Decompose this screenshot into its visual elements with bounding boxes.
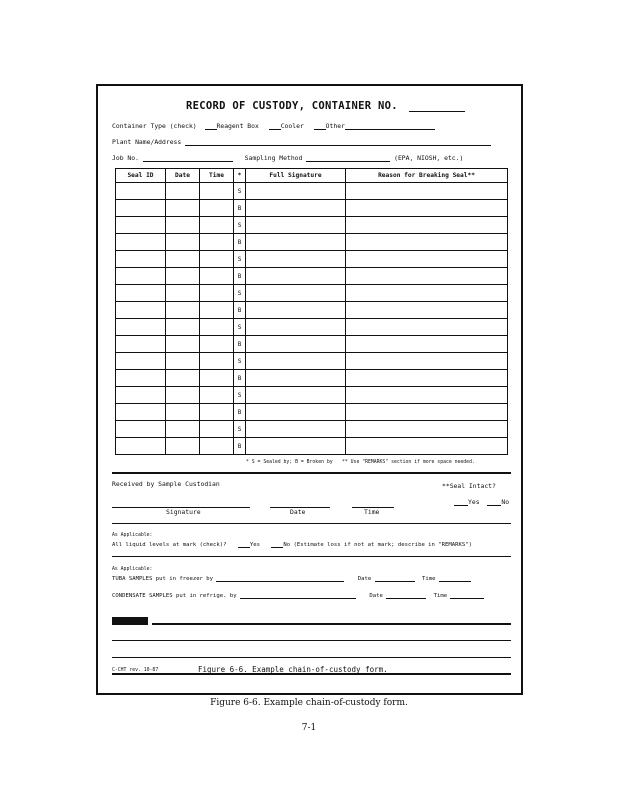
divider [112, 472, 511, 474]
date-cell[interactable] [166, 438, 200, 455]
other-label: Other [325, 122, 345, 130]
reason-cell[interactable] [346, 370, 508, 387]
seal-id-cell[interactable] [116, 251, 166, 268]
form-title [186, 100, 465, 112]
condensate-time-field[interactable] [450, 592, 484, 599]
form-code: C-CHT rev. 10-87 [112, 668, 159, 673]
signature-cell[interactable] [246, 319, 346, 336]
code-cell: S [234, 421, 246, 438]
other-check[interactable] [314, 122, 326, 130]
divider [112, 556, 511, 557]
code-cell: S [234, 387, 246, 404]
time-cell[interactable] [200, 234, 234, 251]
time-cell[interactable] [200, 302, 234, 319]
code-cell: B [234, 268, 246, 285]
date-caption: Date [290, 508, 306, 516]
table-row [116, 421, 508, 438]
code-cell: S [234, 319, 246, 336]
table-row [116, 404, 508, 421]
table-row [116, 200, 508, 217]
sampling-label: Sampling Method [244, 154, 303, 162]
liquid-no-check[interactable] [271, 541, 283, 548]
code-cell: B [234, 370, 246, 387]
time-cell[interactable] [200, 353, 234, 370]
signature-cell[interactable] [246, 370, 346, 387]
time-caption: Time [364, 508, 380, 516]
date-cell[interactable] [166, 285, 200, 302]
page-caption: Figure 6-6. Example chain-of-custody form. [210, 698, 408, 708]
legend-right: ** Use "REMARKS" section if more space needed. [342, 460, 475, 465]
date-cell[interactable] [166, 421, 200, 438]
col-signature: Full Signature [246, 169, 346, 183]
seal-id-cell[interactable] [116, 183, 166, 200]
date-cell[interactable] [166, 370, 200, 387]
form-title-text: RECORD OF CUSTODY, CONTAINER NO. [186, 100, 398, 112]
code-cell: B [234, 336, 246, 353]
seal-id-cell[interactable] [116, 302, 166, 319]
signature-cell[interactable] [246, 200, 346, 217]
seal-id-cell[interactable] [116, 387, 166, 404]
seal-no-check[interactable] [487, 498, 501, 506]
signature-cell[interactable] [246, 234, 346, 251]
table-row [116, 353, 508, 370]
signature-caption: Signature [166, 508, 201, 516]
seal-id-cell[interactable] [116, 200, 166, 217]
seal-id-cell[interactable] [116, 404, 166, 421]
table-row [116, 251, 508, 268]
reagent-box-label: Reagent Box [216, 122, 259, 130]
signature-cell[interactable] [246, 217, 346, 234]
condensate-time-label: Time [433, 593, 448, 599]
reason-cell[interactable] [346, 251, 508, 268]
table-row [116, 387, 508, 404]
col-date: Date [166, 169, 200, 183]
plant-label: Plant Name/Address [112, 138, 182, 146]
seal-id-cell[interactable] [116, 336, 166, 353]
date-cell[interactable] [166, 404, 200, 421]
signature-cell[interactable] [246, 353, 346, 370]
signature-cell[interactable] [246, 285, 346, 302]
table-row [116, 336, 508, 353]
job-field[interactable] [143, 154, 233, 162]
tuba-field[interactable] [216, 575, 344, 582]
reason-cell[interactable] [346, 404, 508, 421]
table-row [116, 183, 508, 200]
time-cell[interactable] [200, 285, 234, 302]
reason-cell[interactable] [346, 387, 508, 404]
liquid-yes-check[interactable] [238, 541, 250, 548]
table-header [116, 169, 508, 183]
table-row [116, 268, 508, 285]
date-cell[interactable] [166, 302, 200, 319]
remarks-bar [112, 617, 148, 625]
time-cell[interactable] [200, 217, 234, 234]
time-cell[interactable] [200, 183, 234, 200]
reason-cell[interactable] [346, 421, 508, 438]
liquid-label: All liquid levels at mark (check)? [112, 542, 227, 548]
remarks-line[interactable] [112, 640, 511, 641]
container-no-field[interactable] [409, 101, 465, 112]
applicable-label-1: As Applicable: [112, 533, 153, 538]
tuba-date-label: Date [357, 576, 372, 582]
condensate-date-label: Date [369, 593, 383, 599]
custody-form [96, 84, 523, 695]
time-cell[interactable] [200, 336, 234, 353]
date-cell[interactable] [166, 319, 200, 336]
seal-id-cell[interactable] [116, 285, 166, 302]
reason-cell[interactable] [346, 319, 508, 336]
signature-cell[interactable] [246, 404, 346, 421]
date-cell[interactable] [166, 234, 200, 251]
table-row [116, 217, 508, 234]
reason-cell[interactable] [346, 268, 508, 285]
applicable-label-2: As Applicable: [112, 567, 153, 572]
reason-cell[interactable] [346, 200, 508, 217]
code-cell: B [234, 438, 246, 455]
code-cell: S [234, 285, 246, 302]
signature-cell[interactable] [246, 421, 346, 438]
sampling-hint: (EPA, NIOSH, etc.) [394, 154, 464, 162]
code-cell: S [234, 183, 246, 200]
tuba-time-field[interactable] [439, 575, 471, 582]
reason-cell[interactable] [346, 217, 508, 234]
seal-intact-label: **Seal Intact? [442, 482, 496, 490]
seal-no-label: No [501, 498, 510, 506]
seal-id-cell[interactable] [116, 438, 166, 455]
table-row [116, 370, 508, 387]
reason-cell[interactable] [346, 353, 508, 370]
liquid-row [112, 541, 472, 548]
time-cell[interactable] [200, 387, 234, 404]
page-number: 7-1 [301, 723, 317, 733]
code-cell: B [234, 200, 246, 217]
condensate-date-field[interactable] [386, 592, 426, 599]
code-cell: S [234, 217, 246, 234]
other-field[interactable] [345, 122, 435, 130]
reason-cell[interactable] [346, 234, 508, 251]
time-cell[interactable] [200, 421, 234, 438]
tuba-date-field[interactable] [375, 575, 415, 582]
table-row [116, 234, 508, 251]
custody-table-body [116, 183, 508, 455]
seal-id-cell[interactable] [116, 268, 166, 285]
col-seal-id: Seal ID [116, 169, 166, 183]
sampling-field[interactable] [306, 154, 390, 162]
table-row [116, 285, 508, 302]
code-cell: S [234, 251, 246, 268]
col-reason: Reason for Breaking Seal** [346, 169, 508, 183]
time-cell[interactable] [200, 251, 234, 268]
time-cell[interactable] [200, 268, 234, 285]
reason-cell[interactable] [346, 438, 508, 455]
col-code: * [234, 169, 246, 183]
time-cell[interactable] [200, 438, 234, 455]
signature-cell[interactable] [246, 438, 346, 455]
reason-cell[interactable] [346, 302, 508, 319]
time-cell[interactable] [200, 404, 234, 421]
tuba-row [112, 575, 471, 582]
container-type-row [112, 122, 435, 130]
date-cell[interactable] [166, 251, 200, 268]
plant-row [112, 138, 491, 146]
seal-id-cell[interactable] [116, 353, 166, 370]
tuba-label: TUBA SAMPLES put in freezer by [112, 576, 214, 582]
plant-field[interactable] [185, 138, 491, 146]
date-cell[interactable] [166, 387, 200, 404]
reason-cell[interactable] [346, 336, 508, 353]
tuba-time-label: Time [422, 576, 436, 582]
cooler-check[interactable] [269, 122, 281, 130]
seal-id-cell[interactable] [116, 421, 166, 438]
signature-cell[interactable] [246, 183, 346, 200]
container-type-label: Container Type (check) [112, 122, 197, 130]
signature-cell[interactable] [246, 268, 346, 285]
custody-table [115, 168, 508, 455]
seal-id-cell[interactable] [116, 370, 166, 387]
date-cell[interactable] [166, 200, 200, 217]
legend-left: * S = Sealed by; B = Broken by [246, 460, 333, 465]
inner-caption: Figure 6-6. Example chain-of-custody form. [198, 665, 388, 674]
condensate-label: CONDENSATE SAMPLES put in refrige. by [112, 593, 237, 599]
seal-yes-label: Yes [468, 498, 480, 506]
seal-id-cell[interactable] [116, 234, 166, 251]
table-row [116, 319, 508, 336]
time-cell[interactable] [200, 200, 234, 217]
job-row [112, 154, 463, 162]
signature-cell[interactable] [246, 251, 346, 268]
liquid-no-label: No (Estimate loss if not at mark; describe in "REMARKS") [283, 542, 472, 548]
signature-cell[interactable] [246, 302, 346, 319]
reagent-box-check[interactable] [205, 122, 217, 130]
condensate-field[interactable] [240, 592, 356, 599]
reason-cell[interactable] [346, 183, 508, 200]
divider [112, 523, 511, 524]
signature-cell[interactable] [246, 336, 346, 353]
table-row [116, 438, 508, 455]
time-cell[interactable] [200, 370, 234, 387]
table-row [116, 302, 508, 319]
signature-cell[interactable] [246, 387, 346, 404]
seal-id-cell[interactable] [116, 319, 166, 336]
remarks-line[interactable] [152, 623, 511, 625]
date-cell[interactable] [166, 217, 200, 234]
reason-cell[interactable] [346, 285, 508, 302]
code-cell: B [234, 234, 246, 251]
job-label: Job No. [112, 154, 139, 162]
seal-yes-check[interactable] [454, 498, 468, 506]
yes-no-row [454, 498, 509, 506]
received-label: Received by Sample Custodian [112, 480, 220, 488]
condensate-row [112, 592, 484, 599]
col-time: Time [200, 169, 234, 183]
date-cell[interactable] [166, 336, 200, 353]
code-cell: B [234, 302, 246, 319]
code-cell: S [234, 353, 246, 370]
seal-id-cell[interactable] [116, 217, 166, 234]
code-cell: B [234, 404, 246, 421]
liquid-yes-label: Yes [249, 542, 260, 548]
remarks-line[interactable] [112, 657, 511, 658]
time-cell[interactable] [200, 319, 234, 336]
date-cell[interactable] [166, 268, 200, 285]
date-cell[interactable] [166, 183, 200, 200]
date-cell[interactable] [166, 353, 200, 370]
cooler-label: Cooler [280, 122, 304, 130]
